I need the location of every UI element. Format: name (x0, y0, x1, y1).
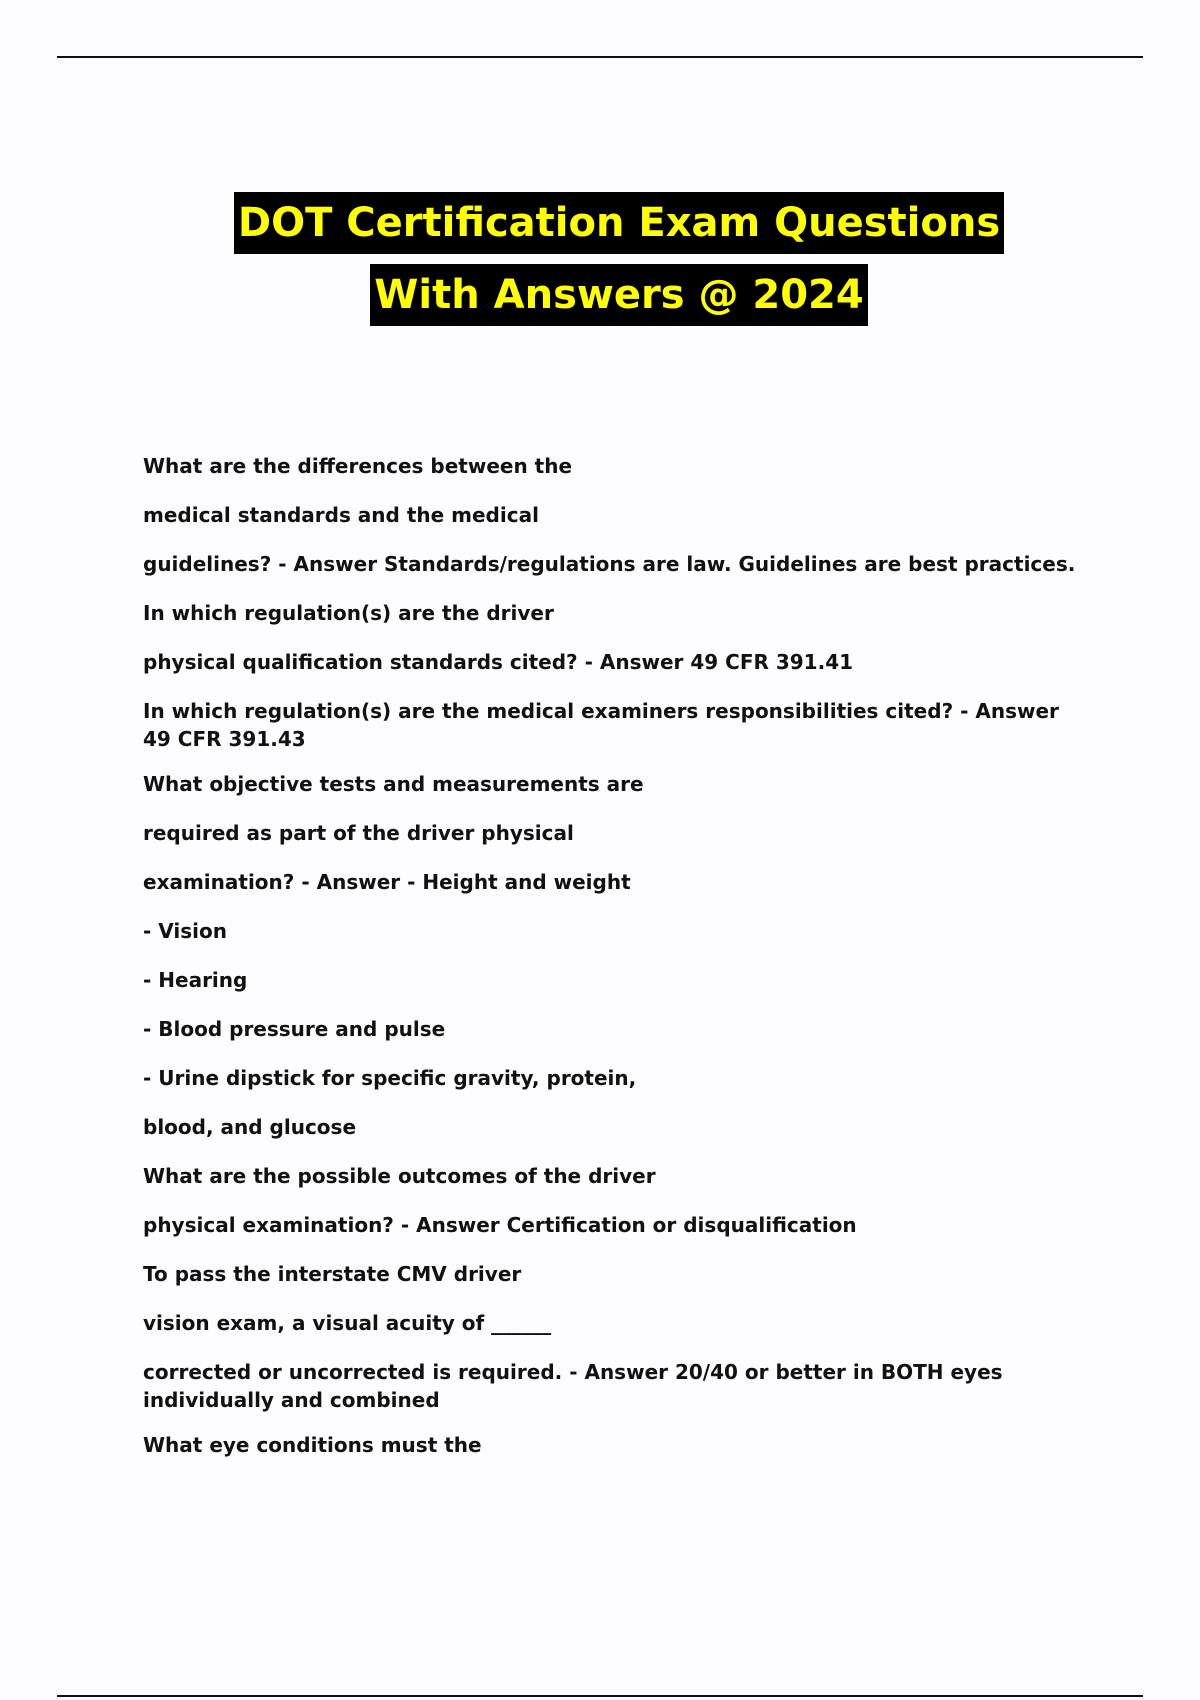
body-line: - Blood pressure and pulse (143, 1017, 446, 1041)
body-line: guidelines? - Answer Standards/regulations are law. Guidelines are best practices. (143, 552, 1076, 576)
body-line: examination? - Answer - Height and weight (143, 870, 631, 894)
body-line: What eye conditions must the (143, 1433, 482, 1457)
body-line: What are the differences between the (143, 454, 573, 478)
body-line: - Hearing (143, 968, 248, 992)
body-line: - Vision (143, 919, 227, 943)
body-line: vision exam, a visual acuity of ______ (143, 1311, 552, 1335)
body-line: physical qualification standards cited? - Answer 49 CFR 391.41 (143, 650, 854, 674)
body-line: In which regulation(s) are the medical examiners responsibilities cited? - Answer 49 CFR 391.43 (143, 699, 1059, 751)
body-line: To pass the interstate CMV driver (143, 1262, 522, 1286)
body-line: medical standards and the medical (143, 503, 539, 527)
body-line: What objective tests and measurements are (143, 772, 644, 796)
document-body (143, 452, 1083, 1480)
body-line: corrected or uncorrected is required. - Answer 20/40 or better in BOTH eyes individually and combined (143, 1360, 1003, 1412)
title-line-1: DOT Certification Exam Questions (234, 192, 1004, 254)
top-rule (57, 56, 1143, 58)
document-title (0, 192, 1200, 326)
body-line: In which regulation(s) are the driver (143, 601, 554, 625)
body-line: - Urine dipstick for specific gravity, protein, (143, 1066, 637, 1090)
body-line: required as part of the driver physical (143, 821, 574, 845)
body-line: blood, and glucose (143, 1115, 357, 1139)
body-line: physical examination? - Answer Certification or disqualification (143, 1213, 857, 1237)
title-line-2: With Answers @ 2024 (370, 264, 867, 326)
body-line: What are the possible outcomes of the driver (143, 1164, 656, 1188)
bottom-rule (57, 1695, 1143, 1697)
